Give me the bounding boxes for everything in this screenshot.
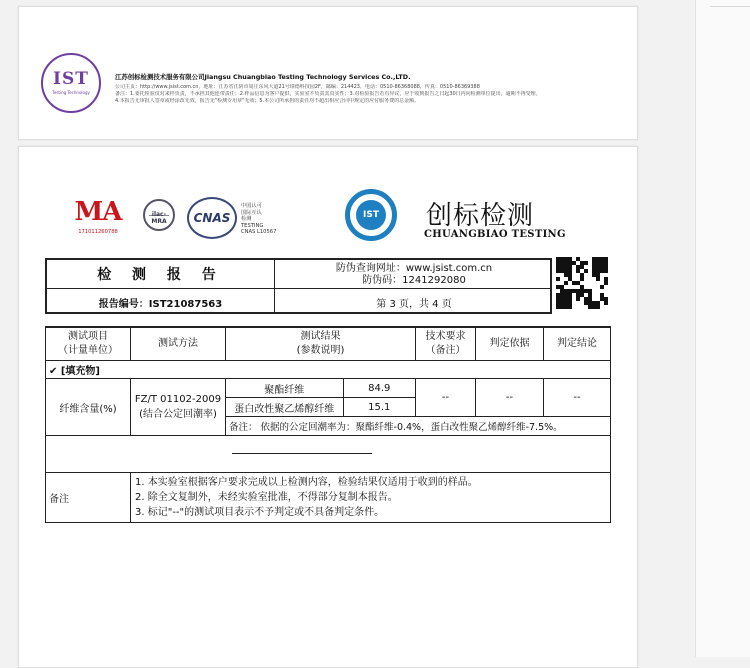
ilac-text: ilac-MRA	[151, 211, 167, 225]
col-header-result	[226, 327, 416, 361]
remarks-row	[46, 473, 611, 523]
ist-logo-text: IST	[53, 69, 89, 89]
remarks-label: 备注	[46, 473, 131, 523]
col-header-result-line: 测试结果	[300, 331, 341, 342]
cnas-info	[241, 203, 291, 236]
category-label: ✔ [填充物]	[46, 361, 611, 379]
col-header-req-line: （备注）	[425, 345, 466, 356]
remark-item: 1. 本实验室根据客户要求完成以上检测内容，检验结果仅适用于收到的样品。	[135, 477, 478, 488]
col-header-basis: 判定依据	[476, 327, 544, 361]
brand-name-cn: 创标检测	[426, 201, 535, 231]
col-header-method: 测试方法	[131, 327, 226, 361]
ilac-mra-logo-icon	[139, 199, 179, 239]
footer-contact-line: 公司主页：http://www.jsist.com.cn，地址：江苏省江阴市周庄东风大道21号璟德科技园2F，邮编：214423，电话：0510-86368088，传真：0510-86369388	[115, 84, 480, 90]
fiber-results	[226, 379, 415, 416]
table-header-row	[46, 327, 611, 361]
results-table	[45, 326, 611, 523]
chuangbiao-logo-text: IST	[356, 200, 386, 230]
report-header-box	[45, 258, 552, 314]
method-line: FZ/T 01102-2009	[134, 394, 222, 405]
separator-row	[46, 436, 611, 473]
method-cell	[131, 379, 226, 436]
footer-note-line-1: 备注：1.委托检验仅对来样负责，不承担其他连带责任；2.样品信息为客户提供，实验室不负责其真实性；3.对检验报告若有异议，应于收到报告之日起30日内向检测单位提出，逾期不再受理。	[115, 91, 541, 97]
ist-logo-icon	[41, 53, 101, 113]
cma-number: 171011260788	[78, 229, 118, 235]
col-header-req-line: 技术要求	[425, 331, 466, 342]
footer-note-line-2: 4.本报告无审批人签章或经涂改无效，报告无"检测专用章"无效；5.本公司所承担的责任均不超出相应合同中规定的应付服务费的总金额。	[115, 98, 420, 104]
document-page-3	[18, 146, 638, 668]
separator-line	[232, 453, 372, 454]
col-header-item-line: 测试项目	[68, 331, 108, 342]
report-number: 报告编号：IST21087563	[98, 299, 223, 310]
remark-item: 2. 除全文复制外，未经实验室批准，不得部分复制本报告。	[135, 492, 398, 503]
footer-company-name: 江苏创标检测技术服务有限公司Jiangsu Chuangbiao Testing Technology Services Co.,LTD.	[115, 73, 411, 81]
remarks-cell	[131, 473, 611, 523]
ist-logo-subtext: Testing Technology	[52, 90, 90, 95]
verify-site: 防伪查询网址：www.jsist.com.cn	[335, 263, 493, 274]
cnas-logo-icon: CNAS	[187, 197, 237, 239]
fiber-value: 15.1	[343, 398, 415, 417]
note-cell: 备注： 依据的公定回潮率为：聚酯纤维-0.4%，蛋白改性聚乙烯醇纤维-7.5%。	[226, 417, 611, 436]
verify-code: 防伪码：1241292080	[362, 275, 466, 286]
qr-code-icon	[556, 257, 608, 309]
viewer-side-divider	[710, 6, 750, 7]
cnas-info-line: CNAS L10567	[241, 229, 277, 236]
col-header-item	[46, 327, 131, 361]
fiber-value: 84.9	[368, 382, 391, 394]
col-header-result-line: (参数说明)	[296, 345, 345, 356]
verification-info	[275, 263, 553, 287]
cnas-info-line: TESTING	[241, 222, 264, 229]
fiber-name: 蛋白改性聚乙烯醇纤维	[226, 398, 343, 417]
cnas-info-line: 国际互认	[241, 209, 262, 216]
cnas-info-line: 检测	[241, 216, 252, 223]
cma-mark: MA	[74, 197, 122, 227]
col-header-item-line: （计量单位）	[58, 345, 118, 356]
col-header-conclusion: 判定结论	[544, 327, 611, 361]
result-cell	[226, 379, 416, 417]
col-header-requirement	[416, 327, 476, 361]
document-page-previous	[18, 6, 638, 140]
basis-cell: --	[476, 379, 544, 417]
report-title: 检 测 报 告	[97, 267, 224, 283]
page-info: 第 3 页，共 4 页	[376, 299, 452, 310]
separator-cell	[46, 436, 611, 473]
remark-item: 3. 标记"--"的测试项目表示不予判定或不具备判定条件。	[135, 507, 385, 518]
requirement-cell: --	[416, 379, 476, 417]
method-line: (结合公定回潮率)	[139, 409, 217, 420]
category-row	[46, 361, 611, 379]
conclusion-cell: --	[544, 379, 611, 417]
fiber-name: 聚酯纤维	[226, 379, 343, 398]
brand-name-en: CHUANGBIAO TESTING	[424, 229, 566, 240]
table-row	[46, 379, 611, 417]
viewer-side-panel	[695, 0, 750, 657]
cnas-info-line: 中国认可	[241, 203, 262, 209]
cma-logo-icon	[66, 197, 130, 245]
chuangbiao-logo-icon	[345, 189, 397, 241]
item-cell: 纤维含量(%)	[46, 379, 131, 436]
